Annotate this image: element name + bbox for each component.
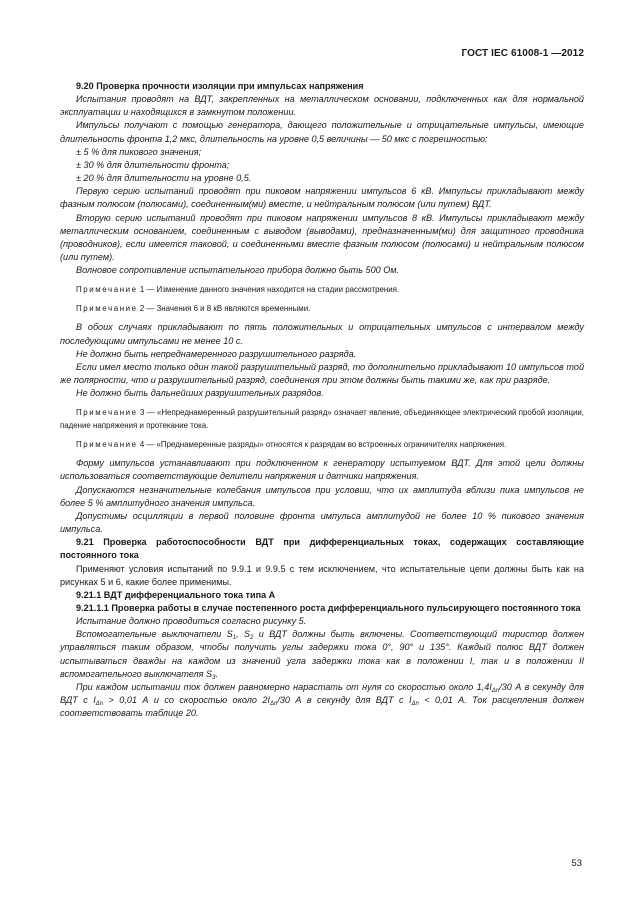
page-number: 53 xyxy=(571,858,582,869)
paragraph: Если имел место только один такой разрушительный разряд, то дополнительно прикладывают 10 импульсов той же полярности, что и разрушительный разряд, соединения при этом должны быть такими же, как при разряде. xyxy=(60,361,584,385)
paragraph: Вторую серию испытаний проводят при пиковом напряжении импульсов 8 кВ. Импульсы прикладывают между металлическим основанием, соединенным с выводом (выводами), предназначенным(ми) для защитного проводника (проводников), если имеется таковой, и соединенными вместе фазным полюсом (полюсами) и нейтральным полюсом (или путем). xyxy=(60,212,584,263)
page-body xyxy=(60,80,584,720)
paragraph: Допустимы осцилляции в первой половине фронта импульса амплитудой не более 10 % пикового значения импульса. xyxy=(60,510,584,535)
document-header: ГОСТ IEC 61008-1 —2012 xyxy=(461,48,584,59)
paragraph: Импульсы получают с помощью генератора, дающего положительные и отрицательные импульсы, имеющие длительность фронта 1,2 мкс, длительность на уровне 0,5 величины — 50 мкс с погрешностью: xyxy=(60,120,584,144)
paragraph: Вспомогательные выключатели $S_1$, $S_2$ и ВДТ должны быть включены. Соответствующий тиристор должен управляться таким образом, чтобы получить углы задержки тока 0°, 90° и 135°. Каждый полюс ВДТ должен испытываться дважды на каждом из значений угла задержки тока как в положении I, так и в положении II вспомогательного выключателя $S_3$. xyxy=(60,629,585,681)
section-9-21-title: 9.21 Проверка работоспособности ВДТ при дифференциальных токах, содержащих составляющие постоянного тока xyxy=(60,537,584,561)
note-2: Примечание 2 — Значения 6 и 8 кВ являются временными. xyxy=(76,304,311,314)
paragraph: Не должно быть дальнейших разрушительных разрядов. xyxy=(76,388,324,399)
note-3: Примечание 3 — «Непреднамеренный разрушительный разряд» означает явление, объединяющее электрический пробой изоляции, падение напряжения и протекание тока. xyxy=(60,408,584,431)
note-4: Примечание 4 — «Преднамеренные разряды» относятся к разрядам во встроенных ограничителях напряжения. xyxy=(76,440,507,450)
tolerance-item: ± 5 % для пикового значения; xyxy=(76,146,202,157)
paragraph: Допускаются незначительные колебания импульсов при условии, что их амплитуда вблизи пика импульсов не более 5 % амплитудного значения импульса. xyxy=(60,484,584,508)
paragraph: Волновое сопротивление испытательного прибора должно быть 500 Ом. xyxy=(76,265,400,276)
paragraph: Испытания проводят на ВДТ, закрепленных на металлическом основании, подключенных как для нормальной эксплуатации и находящихся в замкнутом положении. xyxy=(60,94,584,118)
paragraph: Первую серию испытаний проводят при пиковом напряжении импульсов 6 кВ. Импульсы прикладывают между фазным полюсом (полюсами), соединенным(ми) вместе, и нейтральным полюсом (или путем) ВДТ. xyxy=(60,186,584,210)
paragraph: Применяют условия испытаний по 9.9.1 и 9.9.5 с тем исключением, что испытательные цепи должны быть как на рисунках 5 и 6, какие более применимы. xyxy=(60,563,584,587)
tolerance-item: ± 20 % для длительности на уровне 0,5. xyxy=(76,173,252,184)
paragraph: Не должно быть непреднамеренного разрушительного разряда. xyxy=(76,348,357,359)
paragraph: Форму импульсов устанавливают при подключенном к генератору испытуемом ВДТ. Для этой цели должны использоваться соответствующие делители напряжения и датчики напряжения. xyxy=(60,458,584,482)
paragraph: В обоих случаях прикладывают по пять положительных и отрицательных импульсов с интервалом между последующими импульсами не менее 10 с. xyxy=(60,322,584,346)
paragraph: При каждом испытании ток должен равномерно нарастать от нуля со скоростью около $1,4I_{\Delta n}/30$ А в секунду для ВДТ с $I_{\Delta n} > 0,01$ А и со скоростью около $2I_{\Delta n}/30$ А в секунду для ВДТ с $I_{\Delta n} < 0,01$ А. Ток расцепления должен соответствовать таблице 20. xyxy=(60,681,584,719)
note-1: Примечание 1 — Изменение данного значения находится на стадии рассмотрения. xyxy=(76,285,400,295)
subsection-9-21-1-1-title: 9.21.1.1 Проверка работы в случае постепенного роста дифференциального пульсирующего постоянного тока xyxy=(76,603,581,613)
subsection-9-21-1-title: 9.21.1 ВДТ дифференциального тока типа А xyxy=(76,589,276,600)
tolerance-item: ± 30 % для длительности фронта; xyxy=(76,159,230,170)
section-9-20-title: 9.20 Проверка прочности изоляции при импульсах напряжения xyxy=(76,81,364,91)
paragraph: Испытание должно проводиться согласно рисунку 5. xyxy=(76,616,307,627)
